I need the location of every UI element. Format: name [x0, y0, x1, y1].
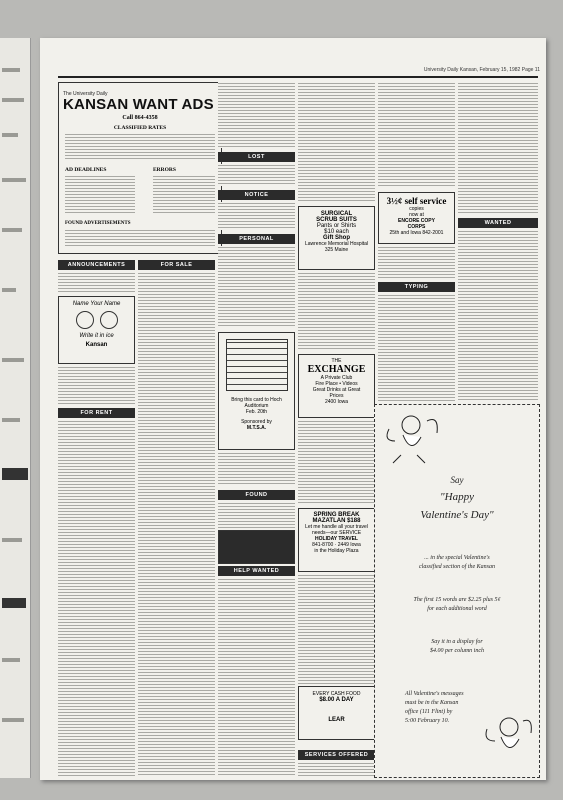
header-rule — [58, 76, 538, 78]
running-head: University Daily Kansan, February 15, 1982 Page 11 — [423, 67, 540, 73]
valentine-display-ad: Say "Happy Valentine's Day" ... in the special Valentine's classified section of the Kansan The first 15 words are $2.25 plus 5¢ for each additional word Say it in a display for $4.00 per column inch All Valentine's messages must be in the Kansan office (111 Flint) by 5:00 February 10. — [374, 404, 540, 778]
section-lost: LOST — [218, 152, 295, 162]
deadlines-title: AD DEADLINES — [65, 167, 107, 173]
found-ads-title: FOUND ADVERTISEMENTS — [65, 221, 131, 226]
cupid-icon — [381, 411, 441, 465]
ad-spring-break-mazatlan: SPRING BREAK MAZATLAN $188 Let me handle all your travel needs—our SERVICE HOLIDAY TRAVEL 841-8700 · 2449 Iowa in the Holiday Plaza — [298, 508, 375, 572]
section-help-wanted: HELP WANTED — [218, 566, 295, 576]
column-3 — [218, 82, 295, 776]
ad-dark-banner — [218, 530, 295, 564]
ad-name-your-name: Name Your Name Write it in ice Kansan — [58, 296, 135, 364]
section-notice: NOTICE — [218, 190, 295, 200]
sheet-music-illustration — [226, 339, 288, 391]
ad-the-exchange: THE EXCHANGE A Private Club Fire Place • Videos Great Drinks at Great Prices 2400 Iowa — [298, 354, 375, 418]
section-personal: PERSONAL — [218, 234, 295, 244]
valentine-happy: "Happy — [440, 491, 474, 503]
section-services-offered: SERVICES OFFERED — [298, 750, 375, 760]
ad-concert-card: Bring this card to Hoch Auditorium Feb. 20th Sponsored by M.T.S.A. — [218, 332, 295, 450]
ad-surgical-scrub-suits: SURGICAL SCRUB SUITS Pants or Shirts $10 each Gift Shop Lawrence Memorial Hospital 325 Maine — [298, 206, 375, 270]
valentine-day: Valentine's Day" — [420, 509, 494, 521]
masthead-big-title: KANSAN WANT ADS — [63, 96, 214, 113]
previous-page-edge — [0, 38, 31, 778]
rates-title: CLASSIFIED RATES — [113, 125, 167, 131]
column-4 — [298, 82, 375, 776]
section-announcements: ANNOUNCEMENTS — [58, 260, 135, 270]
errors-title: ERRORS — [153, 167, 176, 173]
section-typing: TYPING — [378, 282, 455, 292]
masthead-small-title: The University Daily — [63, 91, 108, 97]
column-2 — [138, 82, 215, 776]
masthead-phone: Call 864-4358 — [122, 115, 158, 121]
valentine-say: Say — [450, 475, 464, 485]
ice-cube-illustration — [73, 311, 121, 329]
cupid-icon — [483, 713, 533, 763]
ad-encore-copy: 3½¢ self service copies now at ENCORE COPY CORPS 25th and Iowa 842-2001 — [378, 192, 455, 244]
section-for-sale: FOR SALE — [138, 260, 215, 270]
newspaper-page — [40, 38, 546, 780]
section-found: FOUND — [218, 490, 295, 500]
section-for-rent: FOR RENT — [58, 408, 135, 418]
ad-bottom-box: EVERY CASH FOOD $8.00 A DAY LEAR — [298, 686, 375, 740]
section-wanted: WANTED — [458, 218, 538, 228]
